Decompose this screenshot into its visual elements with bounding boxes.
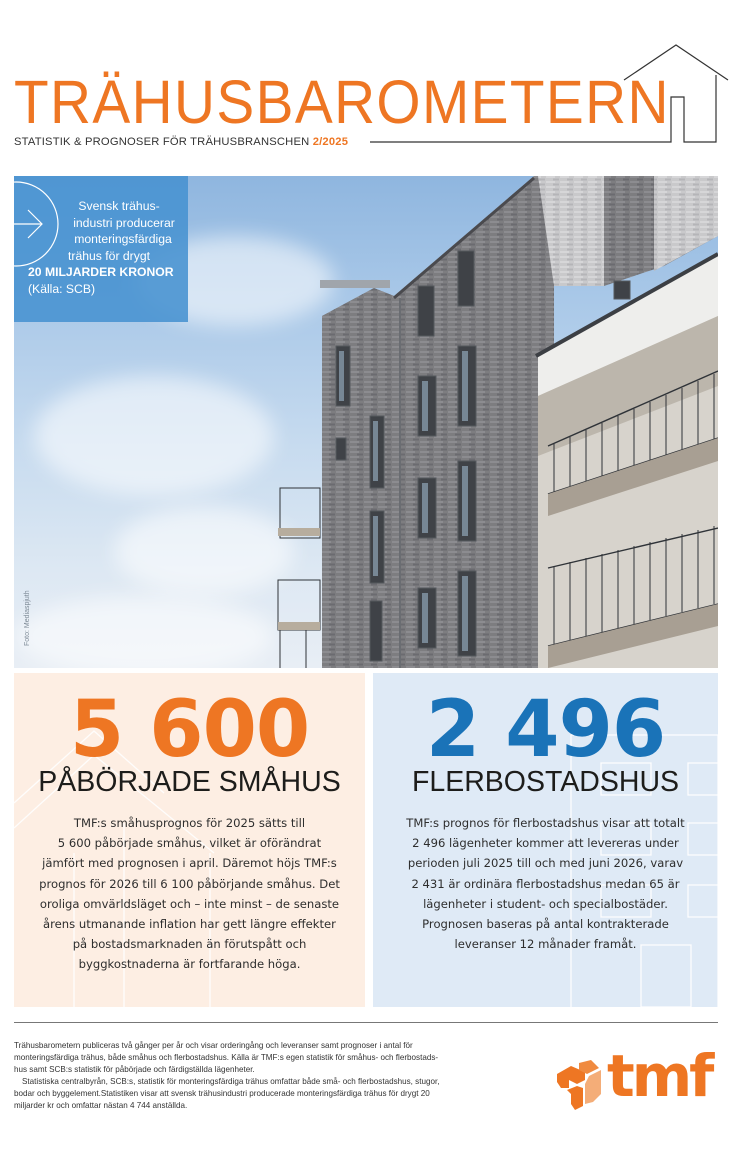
- fact-line-1: Svensk trähus-: [78, 199, 160, 213]
- body-line: årens utmanande inflation har gett längre effekter: [43, 917, 336, 932]
- smahus-value: 5 600: [69, 685, 310, 775]
- smahus-body: [14, 813, 365, 975]
- footer-divider: [14, 1022, 718, 1023]
- footer-line: Trähusbarometern publiceras två gånger per år och visar orderingång och leveranser samt prognoser i antal för: [14, 1041, 413, 1050]
- issue-number: 2/2025: [312, 136, 349, 148]
- fact-highlight: 20 MILJARDER KRONOR: [28, 265, 174, 279]
- footer-line: miljarder kr och omfattar nästan 4 744 anställda.: [14, 1101, 188, 1111]
- body-line: leveranser 12 månader framåt.: [454, 937, 637, 952]
- body-line: lägenheter i student- och specialbostäder.: [423, 896, 668, 911]
- body-line: oroliga omvärldsläget och – inte minst – de senaste: [39, 896, 340, 911]
- publication-subtitle: [14, 136, 348, 148]
- body-line: på bostadsmarknaden än förutspått och: [72, 937, 307, 952]
- flerbostadshus-panel: [373, 673, 718, 1007]
- smahus-label: PÅBÖRJADE SMÅHUS: [38, 766, 341, 798]
- body-line: TMF:s småhusprognos för 2025 sätts till: [73, 816, 306, 830]
- tmf-cube-logo-icon: [555, 1060, 605, 1112]
- flerbostadshus-label: FLERBOSTADSHUS: [411, 766, 680, 798]
- footer-line: bodar och byggelement.Statistiken visar att svensk trähusindustri producerade monteringsfärdiga trähus för drygt 20: [14, 1089, 430, 1099]
- publication-title: TRÄHUSBAROMETERN: [14, 68, 670, 136]
- body-line: 2 431 är ordinära flerbostadshus medan 65 är: [411, 876, 680, 891]
- footer-line: hus samt SCB:s statistik för påbörjade och färdigställda lägenheter.: [14, 1065, 255, 1075]
- fact-line-4: trähus för drygt: [68, 248, 150, 263]
- flerbostadshus-body: [373, 813, 718, 954]
- body-line: perioden juli 2025 till och med juni 2026, varav: [407, 856, 684, 871]
- fact-line-2: industri producerar: [73, 215, 175, 230]
- fact-line-3: monteringsfärdiga: [74, 232, 172, 246]
- footer-description: [14, 1040, 534, 1113]
- footer-line: monteringsfärdiga trähus, både småhus och flerbostadshus. Källa är TMF:s egen statistik för småhus- och flerbostads-: [14, 1053, 439, 1063]
- body-line: prognos för 2026 till 6 100 påbörjande småhus. Det: [39, 876, 340, 891]
- footer-line: Statistiska centralbyrån, SCB:s, statistik för monteringsfärdiga trähus omfattar både små- och flerbostadshus, stugor,: [22, 1077, 440, 1087]
- body-line: 5 600 påbörjade småhus, vilket är oförändrat: [57, 836, 322, 851]
- photo-credit: Foto: Mediaspjuth: [24, 590, 31, 646]
- fact-box: [14, 176, 188, 322]
- flerbostadshus-value: 2 496: [425, 685, 666, 775]
- smahus-panel: [14, 673, 365, 1007]
- body-line: 2 496 lägenheter kommer att levereras under: [412, 836, 679, 851]
- fact-box-text: [24, 198, 184, 297]
- body-line: Prognosen baseras på antal kontrakterade: [422, 917, 669, 932]
- subtitle-text: STATISTIK & PROGNOSER FÖR TRÄHUSBRANSCHEN: [14, 136, 310, 148]
- body-line: jämfört med prognosen i april. Däremot höjs TMF:s: [42, 856, 337, 871]
- logo-wordmark: tmf: [607, 1042, 712, 1110]
- tmf-logo: [555, 1042, 720, 1112]
- fact-source: (Källa: SCB): [28, 281, 96, 296]
- body-line: byggkostnaderna är fortfarande höga.: [78, 957, 301, 972]
- body-line: TMF:s prognos för flerbostadshus visar att totalt: [406, 816, 685, 830]
- masthead: [0, 0, 732, 160]
